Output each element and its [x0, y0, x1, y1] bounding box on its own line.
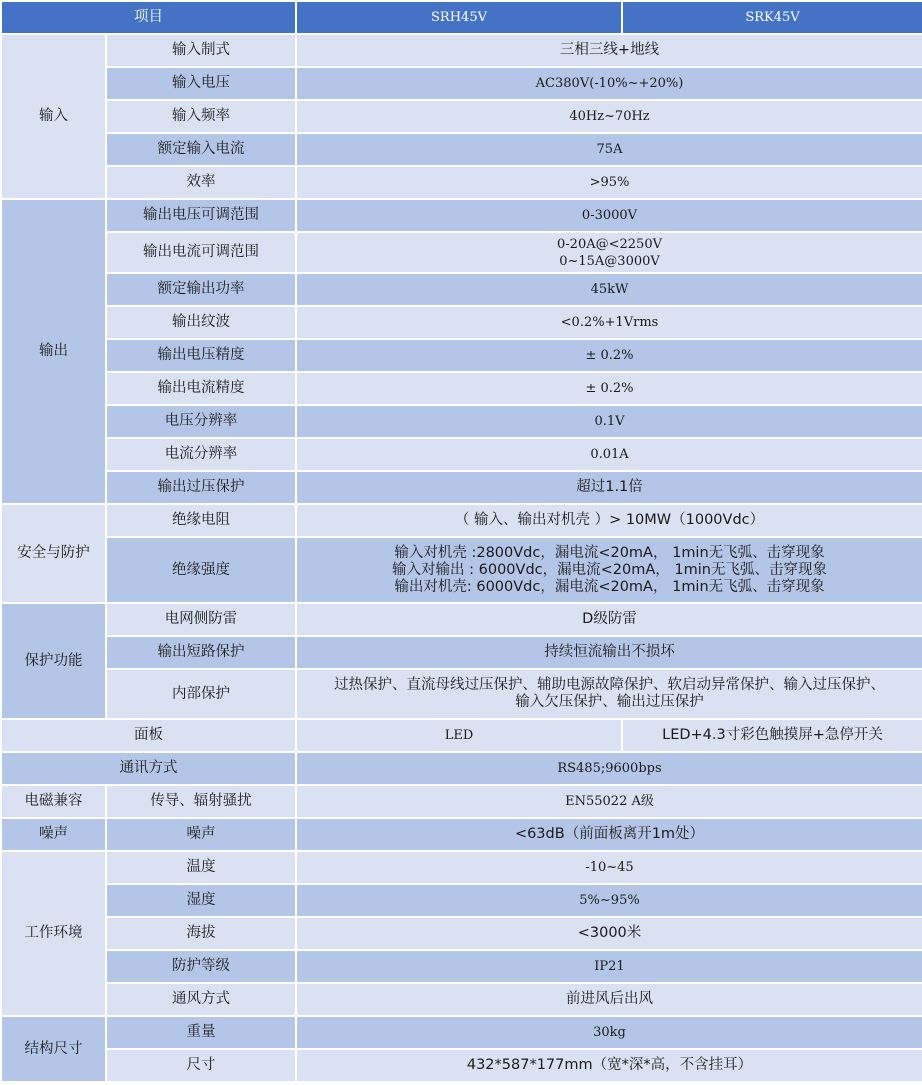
- header-model-2: SRK45V: [622, 1, 922, 34]
- spec-label: 重量: [106, 1016, 296, 1049]
- spec-value: [296, 669, 922, 719]
- spec-value: 45kW: [296, 273, 922, 306]
- spec-value: 前进风后出风: [296, 983, 922, 1016]
- spec-label: 电流分辨率: [106, 438, 296, 471]
- table-row: [1, 339, 922, 372]
- table-row: [1, 884, 922, 917]
- spec-label: 输入制式: [106, 34, 296, 67]
- spec-label: 海拔: [106, 917, 296, 950]
- table-row: [1, 785, 922, 818]
- table-row: [1, 133, 922, 166]
- category-input: 输入: [1, 34, 106, 199]
- spec-label: 绝缘电阻: [106, 504, 296, 537]
- spec-label: 面板: [1, 719, 296, 752]
- table-row: [1, 719, 922, 752]
- spec-label: 效率: [106, 166, 296, 199]
- spec-value: AC380V(-10%~+20%): [296, 67, 922, 100]
- spec-value: 40Hz~70Hz: [296, 100, 922, 133]
- spec-label: 输入频率: [106, 100, 296, 133]
- spec-value: [296, 232, 922, 273]
- table-row: [1, 471, 922, 504]
- table-row: [1, 34, 922, 67]
- value-line: 输入欠压保护、输出过压保护: [515, 694, 704, 710]
- spec-value: 0-3000V: [296, 199, 922, 232]
- spec-label: 绝缘强度: [106, 537, 296, 603]
- spec-value: [296, 537, 922, 603]
- spec-label: 防护等级: [106, 950, 296, 983]
- header-row: [1, 1, 922, 34]
- spec-label: 通讯方式: [1, 752, 296, 785]
- value-line: 过热保护、直流母线过压保护、辅助电源故障保护、软启动异常保护、输入过压保护、: [334, 677, 885, 693]
- spec-label: 电压分辨率: [106, 405, 296, 438]
- table-row: [1, 851, 922, 884]
- value-line: 输出对机壳: 6000Vdc，漏电流<20mA， 1min无飞弧、击穿现象: [394, 578, 825, 595]
- table-row: [1, 166, 922, 199]
- table-row: [1, 306, 922, 339]
- value-line: 0~15A@3000V: [559, 253, 660, 269]
- table-row: [1, 438, 922, 471]
- table-row: [1, 405, 922, 438]
- spec-value: 0.01A: [296, 438, 922, 471]
- spec-value: 75A: [296, 133, 922, 166]
- table-row: [1, 636, 922, 669]
- spec-value: <63dB（前面板离开1m处）: [296, 818, 922, 851]
- spec-label: 内部保护: [106, 669, 296, 719]
- spec-label: 输出电流精度: [106, 372, 296, 405]
- category-protection: 保护功能: [1, 603, 106, 719]
- spec-value: 超过1.1倍: [296, 471, 922, 504]
- spec-label: 湿度: [106, 884, 296, 917]
- header-item: 项目: [1, 1, 296, 34]
- spec-value: 0.1V: [296, 405, 922, 438]
- spec-value-model-1: LED: [296, 719, 622, 752]
- spec-label: 输出纹波: [106, 306, 296, 339]
- category-noise: 噪声: [1, 818, 106, 851]
- value-line: 输入对输出 : 6000Vdc，漏电流<20mA， 1min无飞弧、击穿现象: [392, 561, 827, 578]
- table-row: [1, 372, 922, 405]
- category-output: 输出: [1, 199, 106, 504]
- value-line: 0-20A@<2250V: [557, 236, 662, 252]
- spec-value: D级防雷: [296, 603, 922, 636]
- spec-value: ± 0.2%: [296, 372, 922, 405]
- spec-label: 噪声: [106, 818, 296, 851]
- value-line: 输入对机壳 :2800Vdc，漏电流<20mA， 1min无飞弧、击穿现象: [394, 544, 825, 561]
- spec-value: 30kg: [296, 1016, 922, 1049]
- category-structure: 结构尺寸: [1, 1016, 106, 1082]
- spec-label: 额定输出功率: [106, 273, 296, 306]
- spec-label: 输出过压保护: [106, 471, 296, 504]
- spec-label: 输出电压可调范围: [106, 199, 296, 232]
- category-emc: 电磁兼容: [1, 785, 106, 818]
- table-row: [1, 950, 922, 983]
- table-row: [1, 818, 922, 851]
- spec-label: 通风方式: [106, 983, 296, 1016]
- spec-value: （ 输入、输出对机壳 ）> 10MW（1000Vdc）: [296, 504, 922, 537]
- spec-value: <0.2%+1Vrms: [296, 306, 922, 339]
- spec-value: 三相三线+地线: [296, 34, 922, 67]
- table-row: [1, 1049, 922, 1082]
- spec-label: 输出电流可调范围: [106, 232, 296, 273]
- spec-label: 电网侧防雷: [106, 603, 296, 636]
- spec-label: 输出短路保护: [106, 636, 296, 669]
- header-model-1: SRH45V: [296, 1, 622, 34]
- table-row: [1, 273, 922, 306]
- table-row: [1, 199, 922, 232]
- spec-value: -10~45: [296, 851, 922, 884]
- spec-value: 5%~95%: [296, 884, 922, 917]
- table-row: [1, 917, 922, 950]
- table-row: [1, 669, 922, 719]
- table-row: [1, 983, 922, 1016]
- spec-value: 432*587*177mm（宽*深*高，不含挂耳）: [296, 1049, 922, 1082]
- spec-label: 输出电压精度: [106, 339, 296, 372]
- spec-value: RS485;9600bps: [296, 752, 922, 785]
- spec-value: ± 0.2%: [296, 339, 922, 372]
- table-row: [1, 603, 922, 636]
- spec-value: 持续恒流输出不损坏: [296, 636, 922, 669]
- table-row: [1, 1016, 922, 1049]
- table-row: [1, 537, 922, 603]
- table-row: [1, 100, 922, 133]
- spec-label: 额定输入电流: [106, 133, 296, 166]
- table-row: [1, 504, 922, 537]
- spec-value: IP21: [296, 950, 922, 983]
- spec-label: 传导、辐射骚扰: [106, 785, 296, 818]
- spec-value: EN55022 A级: [296, 785, 922, 818]
- spec-label: 尺寸: [106, 1049, 296, 1082]
- spec-value: >95%: [296, 166, 922, 199]
- table-row: [1, 752, 922, 785]
- spec-label: 温度: [106, 851, 296, 884]
- spec-label: 输入电压: [106, 67, 296, 100]
- table-row: [1, 67, 922, 100]
- category-safety: 安全与防护: [1, 504, 106, 603]
- spec-value: <3000米: [296, 917, 922, 950]
- spec-value-model-2: LED+4.3寸彩色触摸屏+急停开关: [622, 719, 922, 752]
- category-environment: 工作环境: [1, 851, 106, 1016]
- table-row: [1, 232, 922, 273]
